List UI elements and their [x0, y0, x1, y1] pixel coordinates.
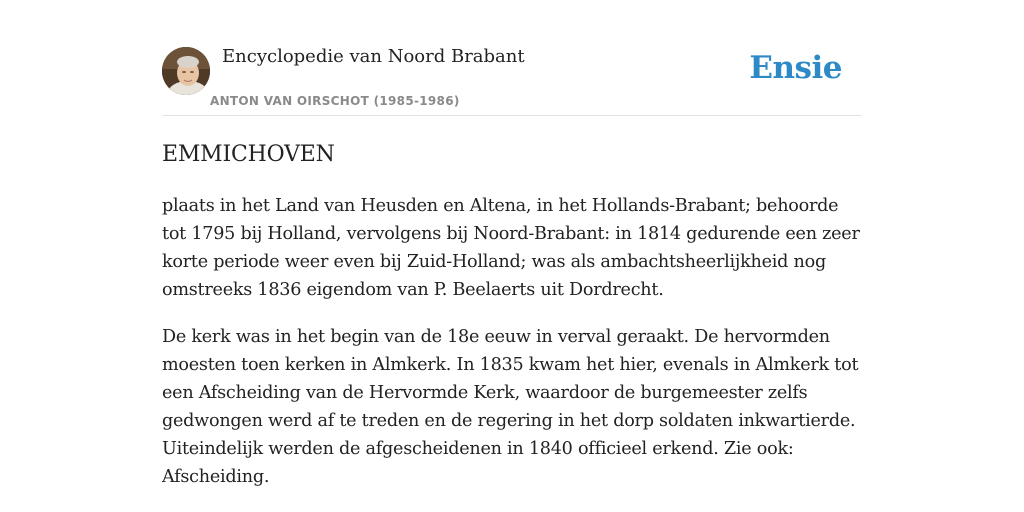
- book-title[interactable]: Encyclopedie van Noord Brabant: [222, 46, 525, 67]
- author-name[interactable]: ANTON VAN OIRSCHOT (1985-1986): [210, 94, 460, 108]
- article-card: [162, 0, 862, 512]
- article-paragraph: plaats in het Land van Heusden en Altena, in het Hollands-Brabant; behoorde tot 1795 bij Holland, vervolgens bij Noord-Brabant: in 1814 gedurende een zeer korte periode weer even bij Zuid-Holland; was als ambachtsheerlijkheid nog omstreeks 1836 eigendom van P. Beelaerts uit Dordrecht.: [162, 196, 860, 300]
- header-divider: [162, 115, 862, 116]
- author-avatar[interactable]: [162, 47, 210, 95]
- author-portrait-icon: [162, 47, 210, 95]
- article-paragraph: De kerk was in het begin van de 18e eeuw in verval geraakt. De hervormden moesten toen kerken in Almkerk. In 1835 kwam het hier, evenals in Almkerk tot een Afscheiding van de Hervormde Kerk, waardoor de burgemeester zelfs gedwongen werd af te treden en de regering in het dorp soldaten inkwartierde. Uiteindelijk werden de afgescheidenen in 1840 officieel erkend. Zie ook: Afscheiding.: [162, 327, 859, 487]
- ensie-logo[interactable]: Ensie: [749, 50, 842, 86]
- article-headword: EMMICHOVEN: [162, 142, 335, 167]
